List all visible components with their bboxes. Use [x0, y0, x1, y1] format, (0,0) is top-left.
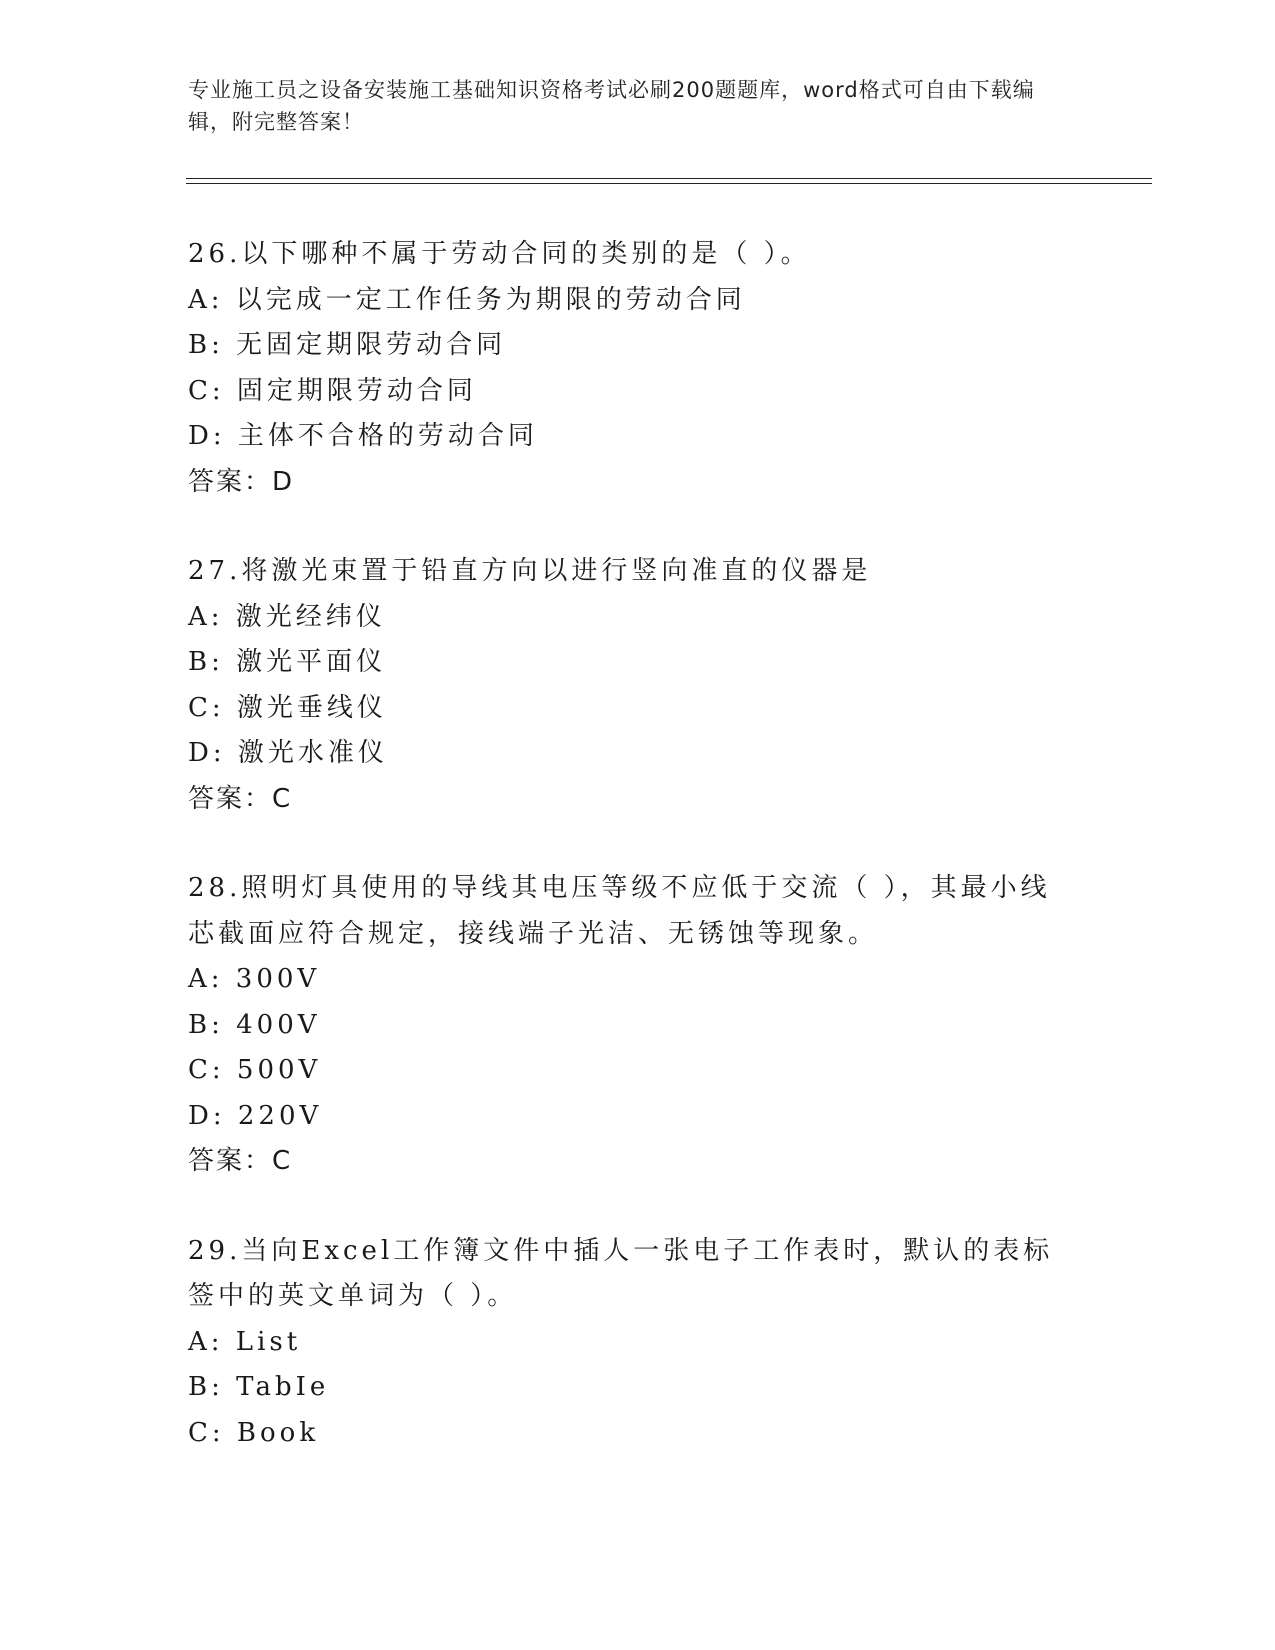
- option-c: C: 激光垂线仪: [188, 692, 387, 723]
- header-divider: [186, 178, 1152, 184]
- option-c: C: 500V: [188, 1055, 322, 1085]
- option-c: C: 固定期限劳动合同: [188, 375, 477, 406]
- answer: 答案：C: [188, 1146, 293, 1176]
- answer: 答案：C: [188, 783, 293, 814]
- option-d: D: 激光水准仪: [188, 738, 388, 768]
- option-c: C: Book: [188, 1417, 320, 1448]
- question-27: [188, 549, 1088, 822]
- option-a: A: List: [188, 1326, 302, 1357]
- question-stem: 27.将激光束置于铅直方向以进行竖向准直的仪器是: [188, 556, 872, 586]
- option-a: A: 300V: [188, 964, 321, 994]
- option-a: A: 以完成一定工作任务为期限的劳动合同: [188, 284, 746, 315]
- option-d: D: 主体不合格的劳动合同: [188, 421, 538, 451]
- option-b: B: 激光平面仪: [188, 647, 387, 677]
- option-d: D: 220V: [188, 1100, 323, 1131]
- question-stem: 29.当向Excel工作簿文件中插人一张电子工作表时，默认的表标签中的英文单词为（ ）。: [188, 1235, 1054, 1311]
- answer: 答案：D: [188, 466, 295, 497]
- option-b: B: 400V: [188, 1009, 321, 1040]
- option-b: B: 无固定期限劳动合同: [188, 330, 507, 360]
- question-26: [188, 232, 1088, 505]
- document-header: 专业施工员之设备安装施工基础知识资格考试必刷200题题库，word格式可自由下载编辑，附完整答案！: [188, 78, 1035, 134]
- question-29: [188, 1229, 1088, 1457]
- question-28: [188, 866, 1088, 1185]
- question-list: [188, 232, 1088, 1456]
- option-b: B: TabIe: [188, 1372, 330, 1402]
- option-a: A: 激光经纬仪: [188, 601, 386, 632]
- question-stem: 26.以下哪种不属于劳动合同的类别的是（ ）。: [188, 239, 811, 269]
- question-stem: 28.照明灯具使用的导线其电压等级不应低于交流（ ），其最小线芯截面应符合规定，接线端子光洁、无锈蚀等现象。: [188, 873, 1051, 949]
